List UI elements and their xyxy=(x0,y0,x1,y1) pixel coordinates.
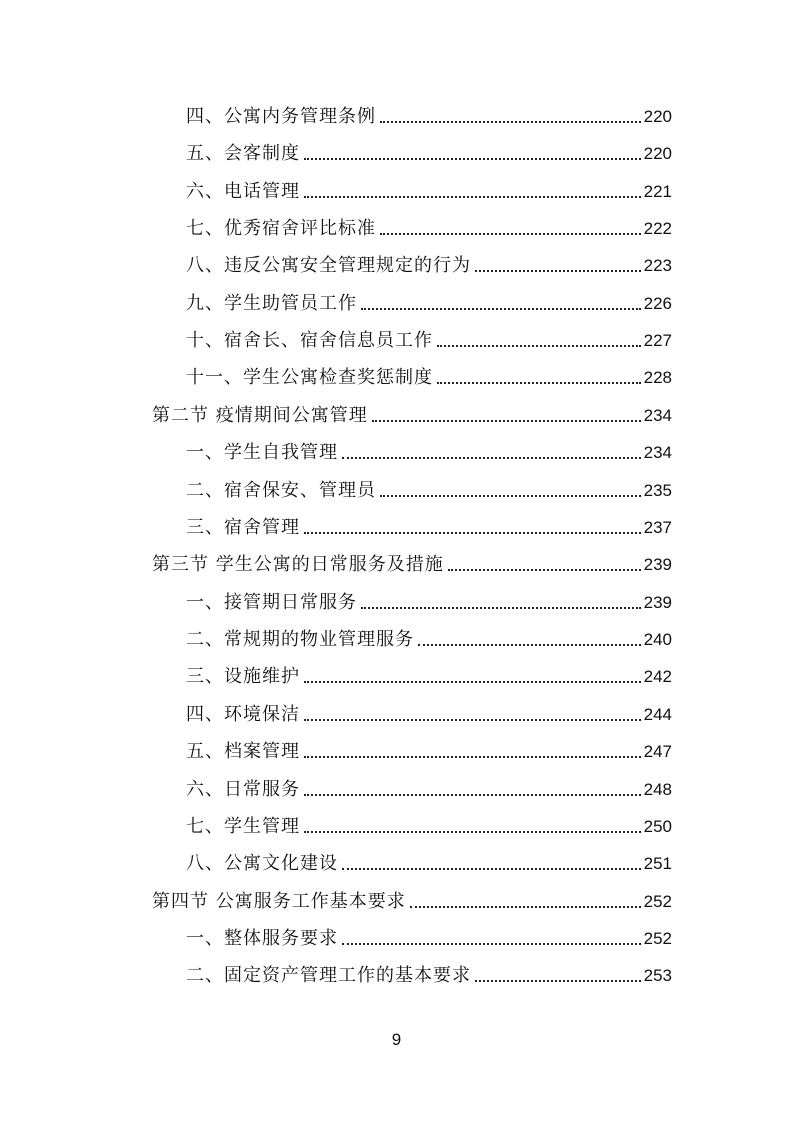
toc-entry-page: 239 xyxy=(643,555,672,574)
toc-dot-leader xyxy=(418,643,641,646)
toc-dot-leader xyxy=(304,195,641,198)
toc-entry-page: 226 xyxy=(643,294,672,313)
toc-entry[interactable] xyxy=(186,921,672,951)
toc-dot-leader xyxy=(304,157,641,160)
toc-entry-title: 五、会客制度 xyxy=(186,143,300,164)
toc-entry-page: 248 xyxy=(643,780,672,799)
toc-entry[interactable] xyxy=(186,958,672,988)
toc-entry-page: 240 xyxy=(643,630,672,649)
toc-dot-leader xyxy=(410,905,641,908)
toc-dot-leader xyxy=(304,830,641,833)
toc-entry[interactable] xyxy=(186,286,672,316)
toc-dot-leader xyxy=(361,307,641,310)
toc-entry-title: 八、公寓文化建设 xyxy=(186,853,338,874)
page-number: 9 xyxy=(391,1030,402,1049)
toc-dot-leader xyxy=(380,120,641,123)
toc-entry-page: 221 xyxy=(643,182,672,201)
toc-entry-title: 第三节 学生公寓的日常服务及措施 xyxy=(152,554,444,575)
toc-entry-page: 223 xyxy=(643,256,672,275)
toc-entry-page: 228 xyxy=(643,368,672,387)
toc-entry-title: 十一、学生公寓检查奖惩制度 xyxy=(186,367,433,388)
toc-entry[interactable] xyxy=(186,136,672,166)
toc-entry[interactable] xyxy=(186,809,672,839)
toc-dot-leader xyxy=(437,344,641,347)
toc-entry[interactable] xyxy=(186,435,672,465)
toc-entry[interactable] xyxy=(186,323,672,353)
toc-dot-leader xyxy=(475,979,641,982)
toc-entry-title: 十、宿舍长、宿舍信息员工作 xyxy=(186,330,433,351)
toc-dot-leader xyxy=(380,232,641,235)
toc-entry[interactable] xyxy=(186,248,672,278)
toc-entry-page: 237 xyxy=(643,518,672,537)
toc-entry-page: 250 xyxy=(643,817,672,836)
toc-entry[interactable] xyxy=(186,174,672,204)
toc-entry-title: 六、电话管理 xyxy=(186,181,300,202)
toc-entry-title: 五、档案管理 xyxy=(186,741,300,762)
toc-entry-title: 四、环境保洁 xyxy=(186,704,300,725)
toc-entry-page: 252 xyxy=(643,929,672,948)
toc-entry-title: 七、学生管理 xyxy=(186,816,300,837)
toc-entry[interactable] xyxy=(186,99,672,129)
toc-entry[interactable] xyxy=(186,360,672,390)
toc-entry[interactable] xyxy=(186,622,672,652)
toc-entry-page: 220 xyxy=(643,144,672,163)
toc-entry-title: 三、宿舍管理 xyxy=(186,517,300,538)
toc-entry-page: 252 xyxy=(643,892,672,911)
toc-entry-page: 220 xyxy=(643,107,672,126)
toc-entry[interactable] xyxy=(186,846,672,876)
toc-entry-page: 227 xyxy=(643,331,672,350)
toc-dot-leader xyxy=(448,568,641,571)
toc-entry[interactable] xyxy=(186,659,672,689)
toc-dot-leader xyxy=(342,942,641,945)
toc-dot-leader xyxy=(437,381,641,384)
toc-dot-leader xyxy=(342,456,641,459)
toc-entry-page: 234 xyxy=(643,443,672,462)
toc-entry[interactable] xyxy=(186,473,672,503)
toc-entry-title: 七、优秀宿舍评比标准 xyxy=(186,218,376,239)
toc-entry[interactable] xyxy=(186,772,672,802)
toc-section-entry[interactable] xyxy=(152,884,672,914)
toc-entry-page: 234 xyxy=(643,406,672,425)
toc-entry-title: 八、违反公寓安全管理规定的行为 xyxy=(186,255,471,276)
toc-entry-title: 第二节 疫情期间公寓管理 xyxy=(152,405,368,426)
toc-entry[interactable] xyxy=(186,211,672,241)
toc-entry-page: 239 xyxy=(643,593,672,612)
toc-dot-leader xyxy=(372,419,641,422)
toc-dot-leader xyxy=(380,494,641,497)
toc-section-entry[interactable] xyxy=(152,398,672,428)
toc-dot-leader xyxy=(342,867,641,870)
toc-entry-page: 247 xyxy=(643,742,672,761)
toc-entry-page: 253 xyxy=(643,966,672,985)
toc-entry-title: 二、宿舍保安、管理员 xyxy=(186,480,376,501)
toc-entry-page: 251 xyxy=(643,854,672,873)
toc-entry-title: 二、常规期的物业管理服务 xyxy=(186,629,414,650)
toc-entry[interactable] xyxy=(186,510,672,540)
toc-entry-title: 一、接管期日常服务 xyxy=(186,592,357,613)
toc-entry[interactable] xyxy=(186,697,672,727)
toc-entry-title: 一、学生自我管理 xyxy=(186,442,338,463)
toc-entry-title: 第四节 公寓服务工作基本要求 xyxy=(152,891,406,912)
toc-dot-leader xyxy=(304,755,641,758)
toc-entry-page: 235 xyxy=(643,481,672,500)
toc-entry[interactable] xyxy=(186,734,672,764)
toc-dot-leader xyxy=(304,680,641,683)
toc-entry-title: 二、固定资产管理工作的基本要求 xyxy=(186,965,471,986)
toc-entry-page: 242 xyxy=(643,667,672,686)
toc-dot-leader xyxy=(475,269,641,272)
toc-dot-leader xyxy=(304,718,641,721)
toc-entry[interactable] xyxy=(186,585,672,615)
toc-dot-leader xyxy=(304,531,641,534)
toc-entry-page: 244 xyxy=(643,705,672,724)
toc-entry-title: 六、日常服务 xyxy=(186,779,300,800)
toc-dot-leader xyxy=(361,606,641,609)
toc-entry-title: 九、学生助管员工作 xyxy=(186,293,357,314)
toc-section-entry[interactable] xyxy=(152,547,672,577)
toc-dot-leader xyxy=(304,793,641,796)
toc-entry-title: 四、公寓内务管理条例 xyxy=(186,106,376,127)
toc-entry-page: 222 xyxy=(643,219,672,238)
toc-entry-title: 一、整体服务要求 xyxy=(186,928,338,949)
toc-entry-title: 三、设施维护 xyxy=(186,666,300,687)
